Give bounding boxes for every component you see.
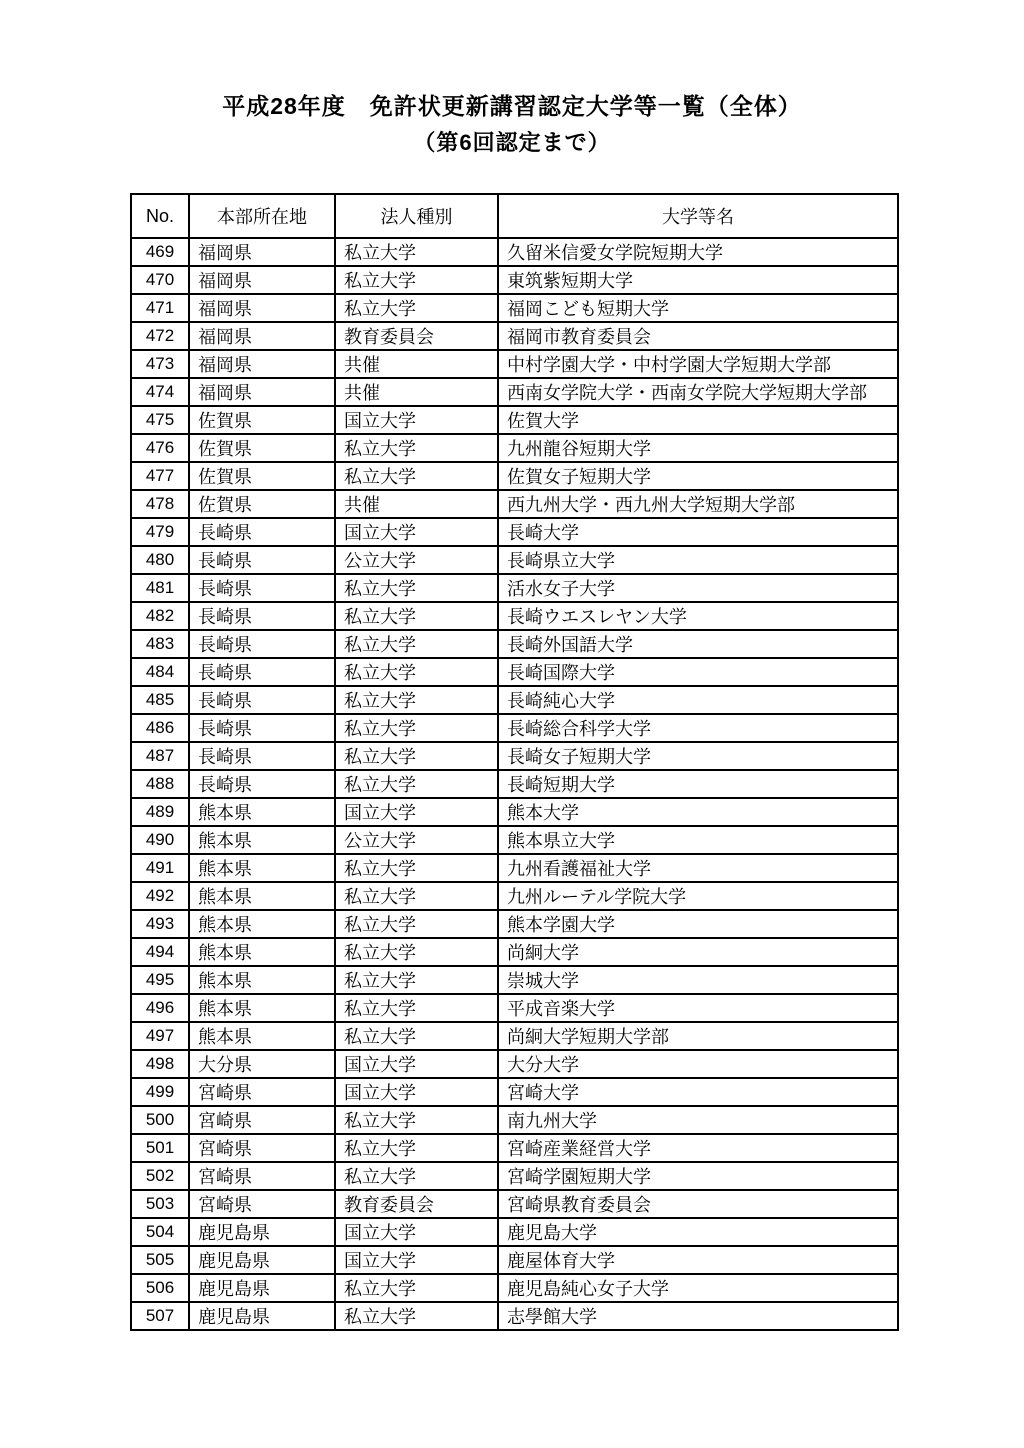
cell-location: 熊本県 xyxy=(189,1022,335,1050)
cell-name: 長崎総合科学大学 xyxy=(498,714,898,742)
cell-type: 国立大学 xyxy=(335,1218,498,1246)
table-row xyxy=(131,1050,898,1078)
cell-no: 502 xyxy=(131,1162,189,1190)
cell-no: 476 xyxy=(131,434,189,462)
cell-type: 教育委員会 xyxy=(335,322,498,350)
cell-type: 私立大学 xyxy=(335,294,498,322)
cell-type: 国立大学 xyxy=(335,1246,498,1274)
header-row xyxy=(131,194,898,238)
cell-location: 宮崎県 xyxy=(189,1106,335,1134)
cell-type: 共催 xyxy=(335,490,498,518)
cell-location: 佐賀県 xyxy=(189,434,335,462)
cell-no: 480 xyxy=(131,546,189,574)
cell-name: 長崎短期大学 xyxy=(498,770,898,798)
cell-no: 506 xyxy=(131,1274,189,1302)
cell-type: 国立大学 xyxy=(335,798,498,826)
table-row xyxy=(131,1078,898,1106)
cell-name: 長崎女子短期大学 xyxy=(498,742,898,770)
cell-no: 497 xyxy=(131,1022,189,1050)
cell-location: 佐賀県 xyxy=(189,490,335,518)
cell-no: 479 xyxy=(131,518,189,546)
cell-type: 私立大学 xyxy=(335,1134,498,1162)
cell-no: 495 xyxy=(131,966,189,994)
table-row xyxy=(131,350,898,378)
cell-location: 熊本県 xyxy=(189,882,335,910)
table-row xyxy=(131,1246,898,1274)
header-name: 大学等名 xyxy=(498,194,898,238)
cell-location: 鹿児島県 xyxy=(189,1218,335,1246)
cell-name: 熊本大学 xyxy=(498,798,898,826)
table-row xyxy=(131,322,898,350)
table-row xyxy=(131,994,898,1022)
cell-type: 公立大学 xyxy=(335,826,498,854)
cell-no: 484 xyxy=(131,658,189,686)
table-body xyxy=(131,238,898,1330)
cell-location: 熊本県 xyxy=(189,994,335,1022)
cell-type: 私立大学 xyxy=(335,658,498,686)
header-type: 法人種別 xyxy=(335,194,498,238)
cell-type: 私立大学 xyxy=(335,1274,498,1302)
cell-type: 私立大学 xyxy=(335,1022,498,1050)
cell-name: 南九州大学 xyxy=(498,1106,898,1134)
cell-name: 宮崎学園短期大学 xyxy=(498,1162,898,1190)
cell-no: 498 xyxy=(131,1050,189,1078)
cell-name: 久留米信愛女学院短期大学 xyxy=(498,238,898,266)
cell-location: 熊本県 xyxy=(189,826,335,854)
cell-name: 長崎国際大学 xyxy=(498,658,898,686)
cell-no: 503 xyxy=(131,1190,189,1218)
cell-no: 478 xyxy=(131,490,189,518)
table-row xyxy=(131,854,898,882)
cell-type: 国立大学 xyxy=(335,406,498,434)
cell-name: 長崎大学 xyxy=(498,518,898,546)
cell-type: 私立大学 xyxy=(335,714,498,742)
cell-type: 私立大学 xyxy=(335,1106,498,1134)
cell-no: 489 xyxy=(131,798,189,826)
cell-no: 485 xyxy=(131,686,189,714)
document-title: 平成28年度 免許状更新講習認定大学等一覧（全体） xyxy=(222,93,802,119)
table-row xyxy=(131,434,898,462)
cell-no: 504 xyxy=(131,1218,189,1246)
cell-location: 長崎県 xyxy=(189,742,335,770)
cell-type: 私立大学 xyxy=(335,602,498,630)
cell-no: 491 xyxy=(131,854,189,882)
cell-name: 長崎外国語大学 xyxy=(498,630,898,658)
cell-no: 494 xyxy=(131,938,189,966)
cell-type: 共催 xyxy=(335,350,498,378)
cell-name: 長崎純心大学 xyxy=(498,686,898,714)
cell-location: 熊本県 xyxy=(189,938,335,966)
table-row xyxy=(131,266,898,294)
cell-location: 長崎県 xyxy=(189,602,335,630)
table-row xyxy=(131,462,898,490)
cell-type: 私立大学 xyxy=(335,910,498,938)
cell-name: 活水女子大学 xyxy=(498,574,898,602)
cell-no: 493 xyxy=(131,910,189,938)
cell-location: 長崎県 xyxy=(189,574,335,602)
cell-location: 福岡県 xyxy=(189,238,335,266)
cell-location: 佐賀県 xyxy=(189,462,335,490)
table-row xyxy=(131,518,898,546)
cell-type: 私立大学 xyxy=(335,434,498,462)
cell-no: 487 xyxy=(131,742,189,770)
cell-type: 私立大学 xyxy=(335,882,498,910)
cell-no: 490 xyxy=(131,826,189,854)
cell-location: 福岡県 xyxy=(189,322,335,350)
cell-location: 熊本県 xyxy=(189,854,335,882)
table-row xyxy=(131,742,898,770)
cell-no: 507 xyxy=(131,1302,189,1330)
table-row xyxy=(131,630,898,658)
cell-type: 国立大学 xyxy=(335,518,498,546)
cell-name: 熊本学園大学 xyxy=(498,910,898,938)
table-row xyxy=(131,686,898,714)
cell-no: 474 xyxy=(131,378,189,406)
table-row xyxy=(131,1218,898,1246)
cell-name: 東筑紫短期大学 xyxy=(498,266,898,294)
cell-type: 私立大学 xyxy=(335,770,498,798)
cell-location: 福岡県 xyxy=(189,378,335,406)
cell-location: 鹿児島県 xyxy=(189,1246,335,1274)
cell-name: 佐賀女子短期大学 xyxy=(498,462,898,490)
table-row xyxy=(131,798,898,826)
table-row xyxy=(131,826,898,854)
cell-type: 私立大学 xyxy=(335,1302,498,1330)
cell-name: 志學館大学 xyxy=(498,1302,898,1330)
cell-type: 私立大学 xyxy=(335,994,498,1022)
cell-name: 鹿児島大学 xyxy=(498,1218,898,1246)
table-row xyxy=(131,1106,898,1134)
cell-no: 500 xyxy=(131,1106,189,1134)
cell-type: 国立大学 xyxy=(335,1050,498,1078)
table-row xyxy=(131,602,898,630)
cell-name: 熊本県立大学 xyxy=(498,826,898,854)
cell-no: 470 xyxy=(131,266,189,294)
table-row xyxy=(131,546,898,574)
cell-type: 私立大学 xyxy=(335,742,498,770)
cell-no: 501 xyxy=(131,1134,189,1162)
table-row xyxy=(131,770,898,798)
cell-no: 475 xyxy=(131,406,189,434)
cell-location: 宮崎県 xyxy=(189,1162,335,1190)
cell-location: 長崎県 xyxy=(189,658,335,686)
table-row xyxy=(131,574,898,602)
cell-name: 福岡市教育委員会 xyxy=(498,322,898,350)
table-row xyxy=(131,406,898,434)
cell-name: 中村学園大学・中村学園大学短期大学部 xyxy=(498,350,898,378)
table-row xyxy=(131,658,898,686)
table-row xyxy=(131,378,898,406)
cell-no: 492 xyxy=(131,882,189,910)
cell-location: 鹿児島県 xyxy=(189,1274,335,1302)
cell-location: 鹿児島県 xyxy=(189,1302,335,1330)
cell-name: 九州ルーテル学院大学 xyxy=(498,882,898,910)
cell-no: 469 xyxy=(131,238,189,266)
table-row xyxy=(131,714,898,742)
table-row xyxy=(131,1302,898,1330)
cell-no: 482 xyxy=(131,602,189,630)
cell-type: 私立大学 xyxy=(335,462,498,490)
cell-type: 私立大学 xyxy=(335,266,498,294)
cell-location: 熊本県 xyxy=(189,966,335,994)
cell-no: 477 xyxy=(131,462,189,490)
cell-name: 鹿児島純心女子大学 xyxy=(498,1274,898,1302)
cell-name: 尚絅大学短期大学部 xyxy=(498,1022,898,1050)
header-no: No. xyxy=(131,194,189,238)
cell-no: 488 xyxy=(131,770,189,798)
cell-name: 佐賀大学 xyxy=(498,406,898,434)
cell-type: 私立大学 xyxy=(335,238,498,266)
cell-location: 熊本県 xyxy=(189,798,335,826)
cell-location: 長崎県 xyxy=(189,518,335,546)
cell-location: 宮崎県 xyxy=(189,1190,335,1218)
cell-no: 471 xyxy=(131,294,189,322)
cell-location: 福岡県 xyxy=(189,294,335,322)
table-row xyxy=(131,490,898,518)
header-location: 本部所在地 xyxy=(189,194,335,238)
cell-no: 473 xyxy=(131,350,189,378)
table-row xyxy=(131,294,898,322)
cell-name: 長崎ウエスレヤン大学 xyxy=(498,602,898,630)
cell-location: 長崎県 xyxy=(189,770,335,798)
cell-name: 尚絅大学 xyxy=(498,938,898,966)
cell-name: 福岡こども短期大学 xyxy=(498,294,898,322)
cell-type: 公立大学 xyxy=(335,546,498,574)
cell-name: 九州龍谷短期大学 xyxy=(498,434,898,462)
cell-no: 483 xyxy=(131,630,189,658)
cell-name: 西南女学院大学・西南女学院大学短期大学部 xyxy=(498,378,898,406)
cell-name: 宮崎産業経営大学 xyxy=(498,1134,898,1162)
cell-name: 九州看護福祉大学 xyxy=(498,854,898,882)
table-row xyxy=(131,966,898,994)
cell-type: 共催 xyxy=(335,378,498,406)
cell-name: 平成音楽大学 xyxy=(498,994,898,1022)
cell-location: 宮崎県 xyxy=(189,1078,335,1106)
cell-type: 私立大学 xyxy=(335,574,498,602)
cell-no: 499 xyxy=(131,1078,189,1106)
cell-name: 宮崎大学 xyxy=(498,1078,898,1106)
cell-type: 私立大学 xyxy=(335,854,498,882)
cell-location: 佐賀県 xyxy=(189,406,335,434)
cell-name: 西九州大学・西九州大学短期大学部 xyxy=(498,490,898,518)
title-block xyxy=(0,90,1024,158)
table-row xyxy=(131,1162,898,1190)
cell-name: 崇城大学 xyxy=(498,966,898,994)
table-row xyxy=(131,938,898,966)
cell-type: 私立大学 xyxy=(335,938,498,966)
table-row xyxy=(131,882,898,910)
table-row xyxy=(131,1134,898,1162)
table-row xyxy=(131,910,898,938)
cell-location: 福岡県 xyxy=(189,350,335,378)
cell-location: 大分県 xyxy=(189,1050,335,1078)
table-row xyxy=(131,1190,898,1218)
university-table xyxy=(130,193,899,1331)
cell-type: 私立大学 xyxy=(335,630,498,658)
cell-no: 481 xyxy=(131,574,189,602)
cell-type: 教育委員会 xyxy=(335,1190,498,1218)
document-subtitle: （第6回認定まで） xyxy=(413,130,611,155)
cell-type: 私立大学 xyxy=(335,1162,498,1190)
table-row xyxy=(131,1274,898,1302)
cell-name: 鹿屋体育大学 xyxy=(498,1246,898,1274)
cell-location: 福岡県 xyxy=(189,266,335,294)
cell-location: 長崎県 xyxy=(189,546,335,574)
cell-type: 私立大学 xyxy=(335,966,498,994)
cell-location: 長崎県 xyxy=(189,714,335,742)
cell-no: 496 xyxy=(131,994,189,1022)
cell-no: 486 xyxy=(131,714,189,742)
cell-name: 長崎県立大学 xyxy=(498,546,898,574)
cell-type: 国立大学 xyxy=(335,1078,498,1106)
table-row xyxy=(131,1022,898,1050)
cell-no: 505 xyxy=(131,1246,189,1274)
cell-location: 長崎県 xyxy=(189,630,335,658)
cell-location: 熊本県 xyxy=(189,910,335,938)
cell-type: 私立大学 xyxy=(335,686,498,714)
cell-name: 大分大学 xyxy=(498,1050,898,1078)
cell-no: 472 xyxy=(131,322,189,350)
table-row xyxy=(131,238,898,266)
cell-location: 長崎県 xyxy=(189,686,335,714)
cell-name: 宮崎県教育委員会 xyxy=(498,1190,898,1218)
cell-location: 宮崎県 xyxy=(189,1134,335,1162)
